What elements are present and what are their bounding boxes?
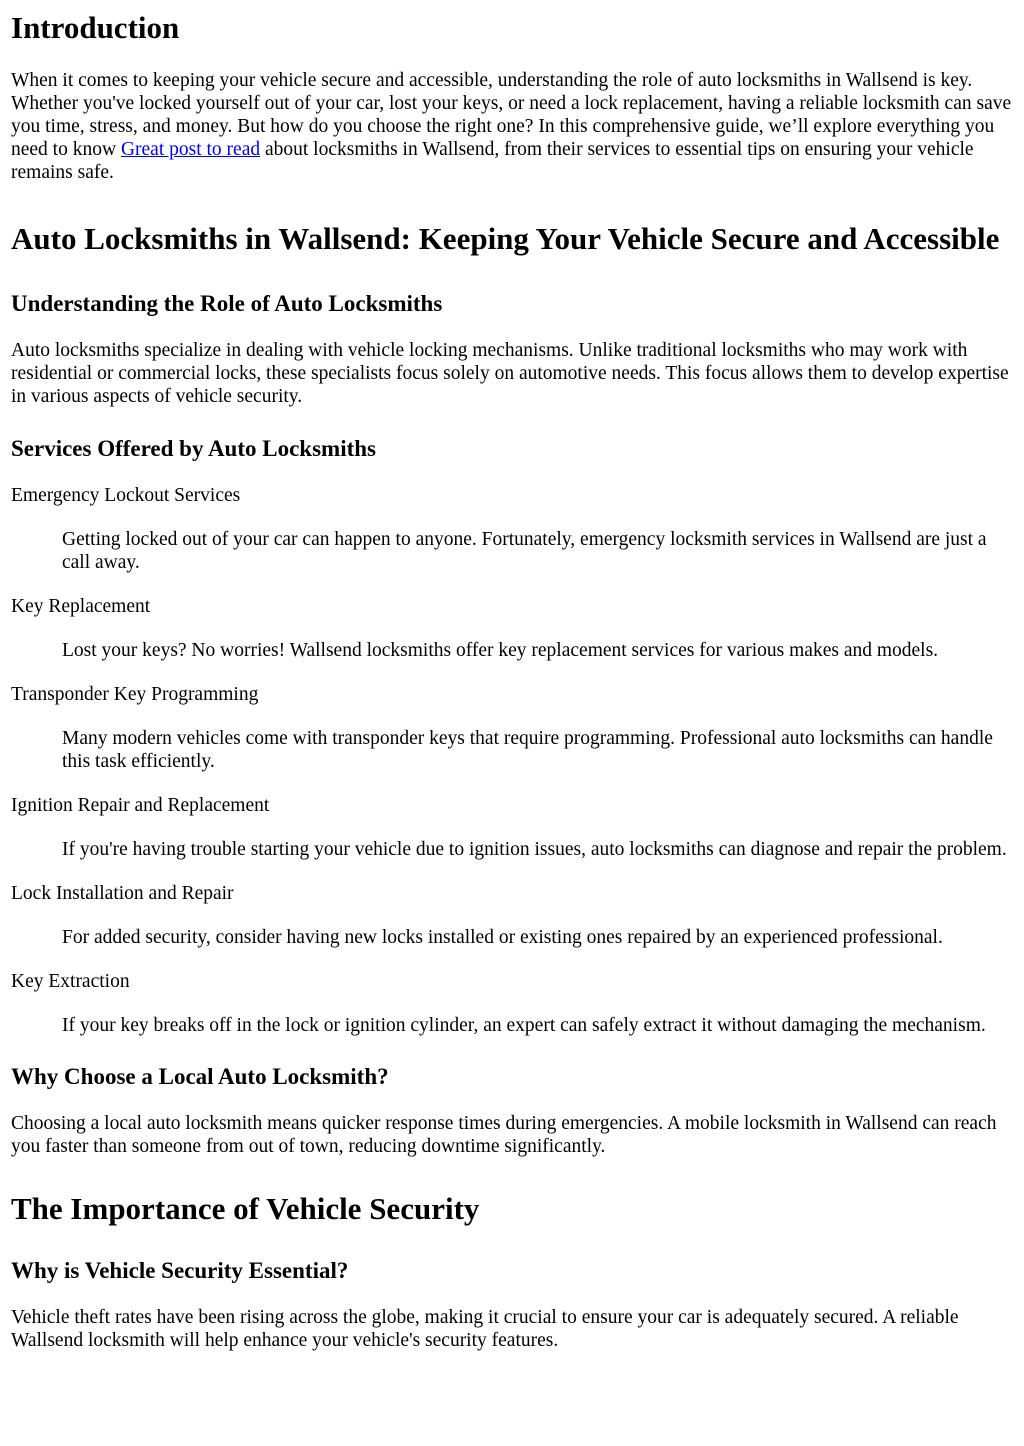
role-paragraph: Auto locksmiths specialize in dealing with vehicle locking mechanisms. Unlike traditional locksmiths who may work with residential or commercial locks, these specialists focus solely on automotive needs. This focus allows them to develop expertise in various aspects of vehicle security.: [11, 340, 1009, 407]
service-term: Transponder Key Programming: [11, 684, 259, 705]
service-term: Key Extraction: [11, 971, 130, 992]
services-list: [11, 484, 1013, 1037]
service-term: Key Replacement: [11, 596, 151, 617]
service-description: For added security, consider having new locks installed or existing ones repaired by an experienced professional.: [62, 927, 943, 948]
service-description: Lost your keys? No worries! Wallsend locksmiths offer key replacement services for various makes and models.: [62, 640, 939, 661]
great-post-link[interactable]: Great post to read: [120, 139, 261, 160]
importance-heading: The Importance of Vehicle Security: [11, 1191, 480, 1226]
service-description: Getting locked out of your car can happen to anyone. Fortunately, emergency locksmith services in Wallsend are just a call away.: [62, 529, 987, 573]
service-term: Lock Installation and Repair: [11, 883, 234, 904]
role-heading: Understanding the Role of Auto Locksmiths: [11, 291, 443, 316]
intro-text-after-link: about locksmiths in Wallsend, from their services to essential tips on ensuring your vehicle remains safe.: [11, 139, 974, 183]
local-paragraph: Choosing a local auto locksmith means quicker response times during emergencies. A mobile locksmith in Wallsend can reach you faster than someone from out of town, reducing downtime significantly.: [11, 1113, 997, 1157]
service-description: If your key breaks off in the lock or ignition cylinder, an expert can safely extract it without damaging the mechanism.: [62, 1015, 986, 1036]
intro-paragraph: [11, 69, 1013, 184]
intro-text-before-link: When it comes to keeping your vehicle secure and accessible, understanding the role of auto locksmiths in Wallsend is key. Whether you've locked yourself out of your car, lost your keys, or need a lock replacement, having a reliable locksmith can save you time, stress, and money. But how do you choose the right one? In this comprehensive guide, we’ll explore everything you need to know: [11, 70, 1012, 160]
why-security-paragraph: Vehicle theft rates have been rising across the globe, making it crucial to ensure your car is adequately secured. A reliable Wallsend locksmith will help enhance your vehicle's security features.: [11, 1307, 959, 1351]
services-heading: Services Offered by Auto Locksmiths: [11, 436, 377, 461]
service-description: Many modern vehicles come with transponder keys that require programming. Professional auto locksmiths can handle this task efficiently.: [62, 728, 993, 772]
local-heading: Why Choose a Local Auto Locksmith?: [11, 1064, 389, 1089]
intro-heading: Introduction: [11, 10, 180, 45]
service-description: If you're having trouble starting your vehicle due to ignition issues, auto locksmiths can diagnose and repair the problem.: [62, 839, 1007, 860]
why-security-heading: Why is Vehicle Security Essential?: [11, 1258, 349, 1283]
main-heading: Auto Locksmiths in Wallsend: Keeping Your Vehicle Secure and Accessible: [11, 221, 1000, 256]
service-term: Emergency Lockout Services: [11, 485, 241, 506]
service-term: Ignition Repair and Replacement: [11, 795, 270, 816]
